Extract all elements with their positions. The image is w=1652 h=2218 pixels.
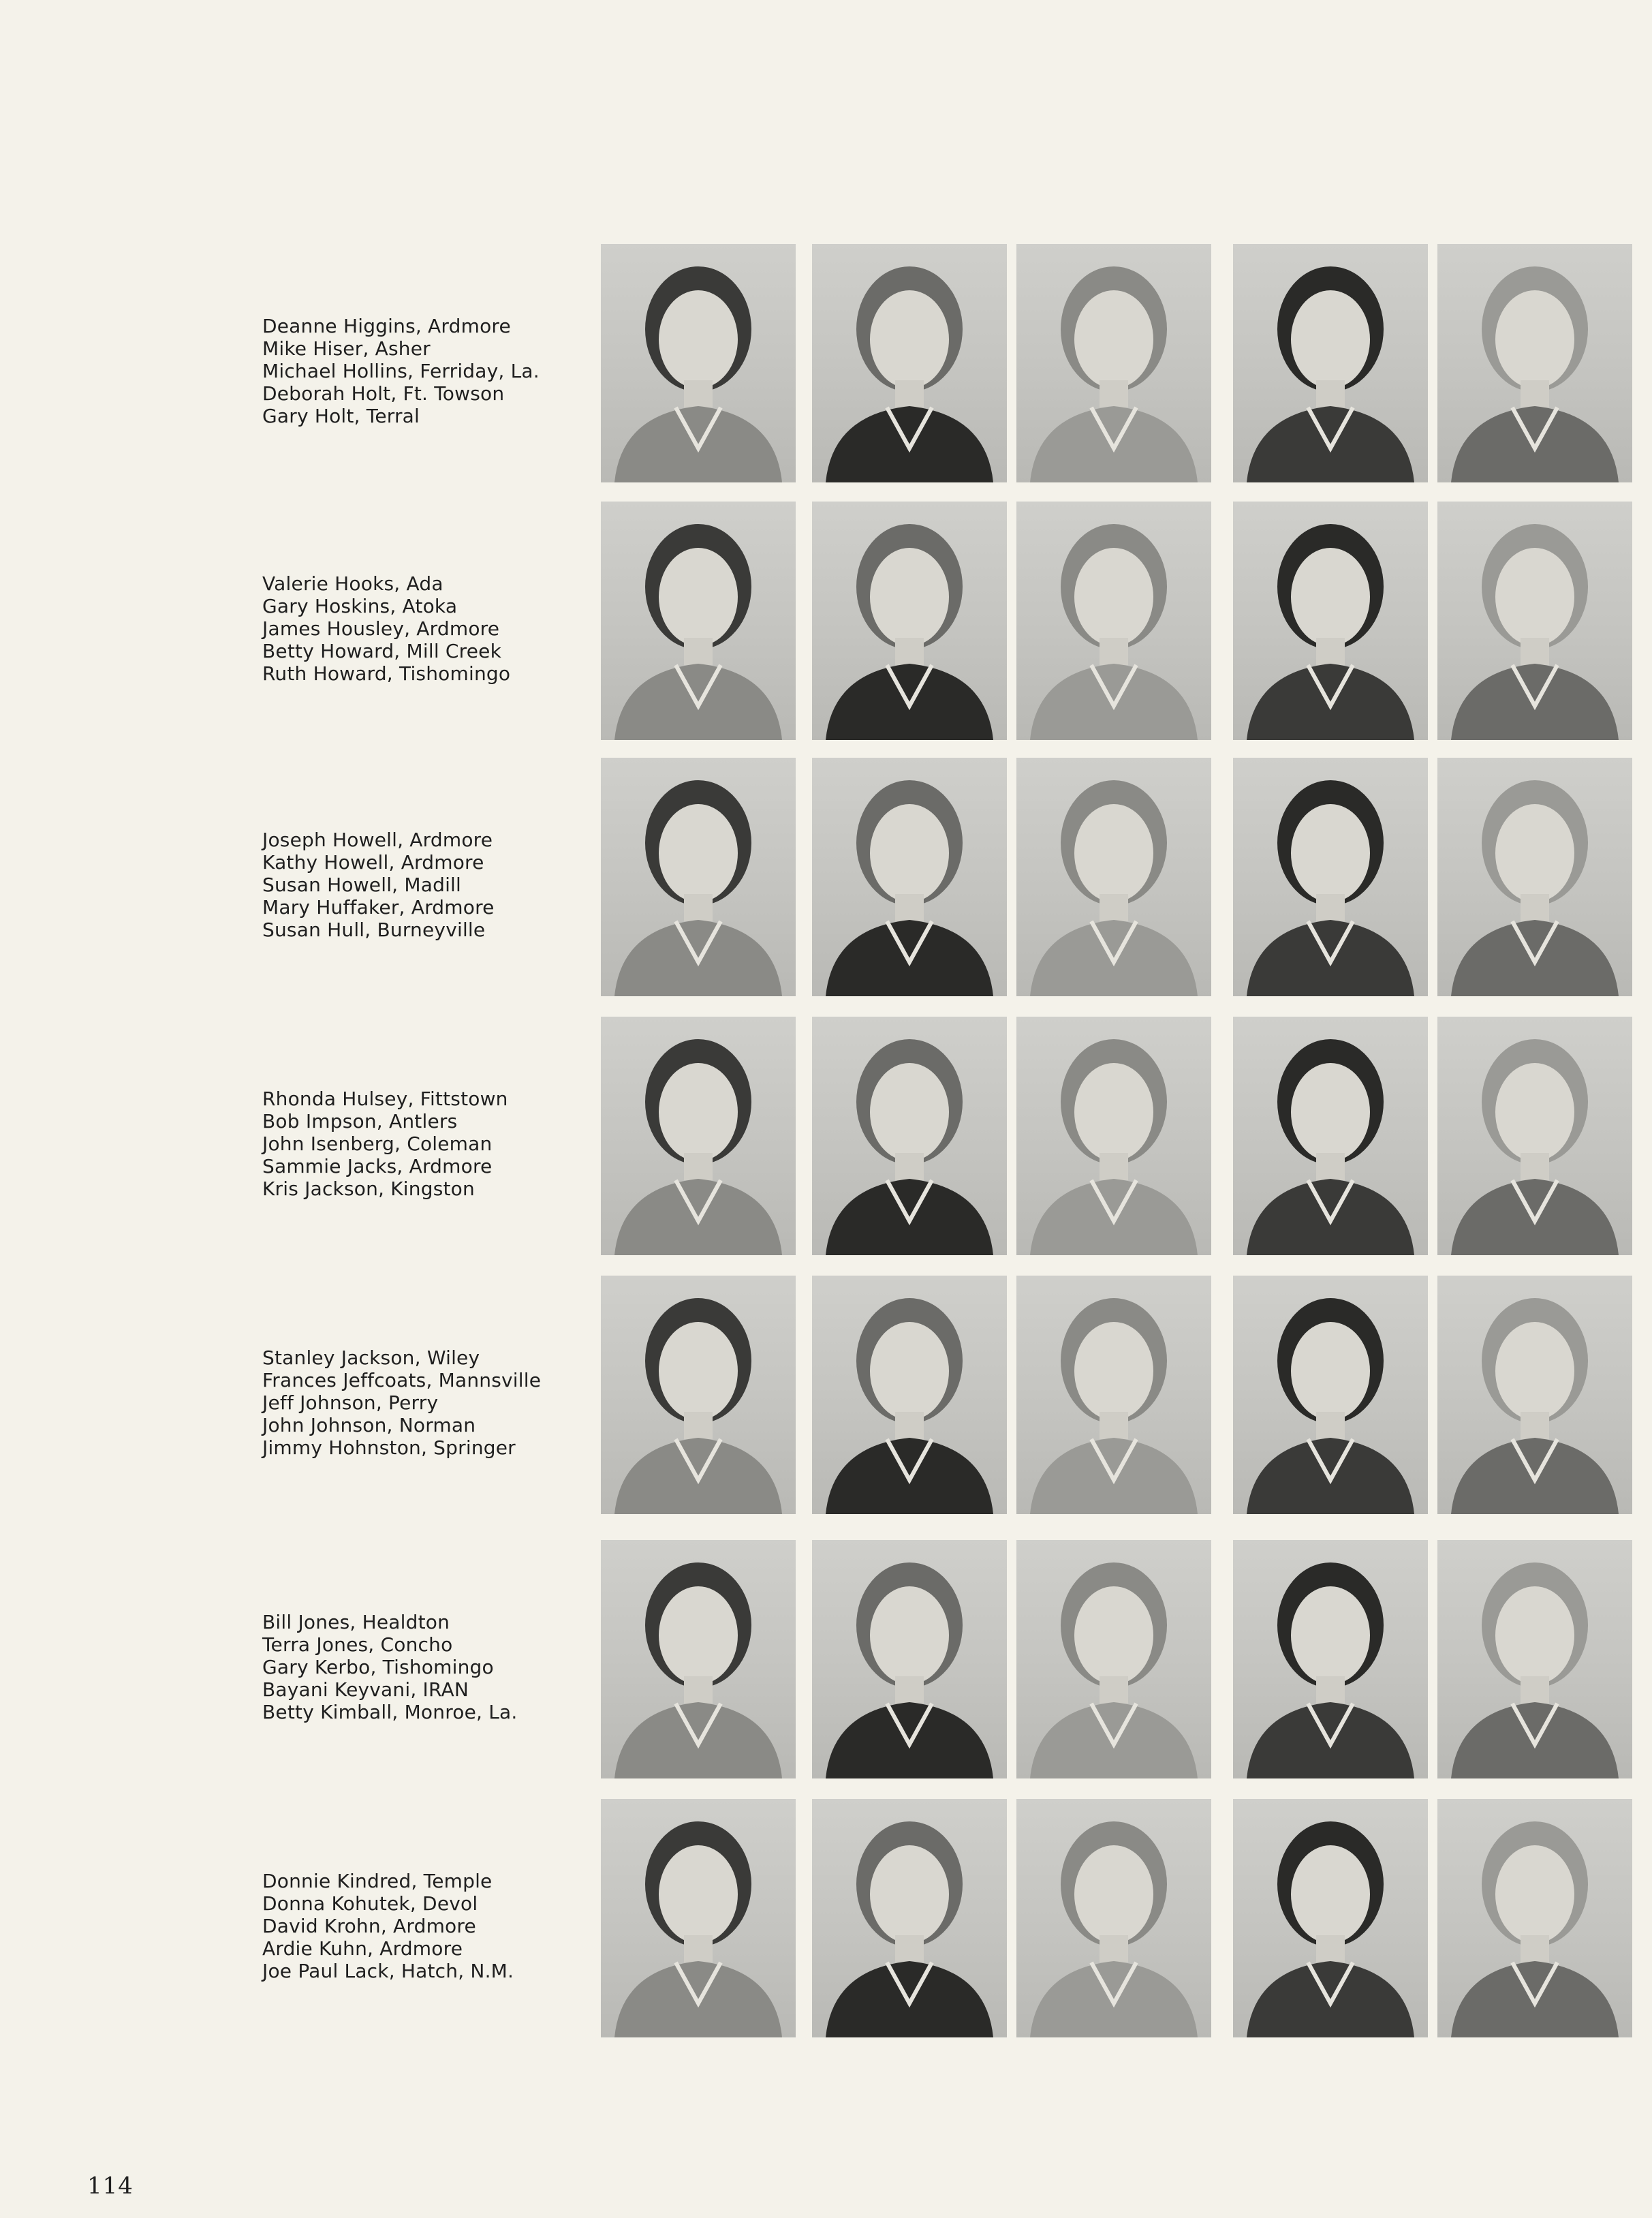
portrait-silhouette xyxy=(812,502,1007,740)
portrait-strip xyxy=(601,1017,1623,1255)
portrait-silhouette xyxy=(1016,502,1211,740)
portrait-silhouette xyxy=(1016,1799,1211,2037)
student-name: Susan Howell, Madill xyxy=(262,874,462,896)
portrait-row xyxy=(0,758,1652,996)
portrait-row xyxy=(0,1540,1652,1778)
portrait-silhouette xyxy=(1437,1276,1632,1514)
portrait-silhouette xyxy=(812,1540,1007,1778)
portrait-silhouette xyxy=(1016,1017,1211,1255)
portrait-silhouette xyxy=(812,1799,1007,2037)
student-name: Deborah Holt, Ft. Towson xyxy=(262,382,505,405)
student-portrait xyxy=(1016,1540,1211,1778)
student-portrait xyxy=(812,1276,1007,1514)
student-portrait xyxy=(1437,758,1632,996)
student-name: Bayani Keyvani, IRAN xyxy=(262,1678,469,1701)
student-portrait xyxy=(601,758,796,996)
student-portrait xyxy=(812,1799,1007,2037)
portrait-silhouette xyxy=(1016,1276,1211,1514)
student-portrait xyxy=(1016,758,1211,996)
portrait-strip xyxy=(601,244,1623,482)
student-portrait xyxy=(812,1017,1007,1255)
student-portrait xyxy=(812,502,1007,740)
portrait-silhouette xyxy=(1437,1017,1632,1255)
student-portrait xyxy=(601,1276,796,1514)
student-portrait xyxy=(1437,244,1632,482)
student-portrait xyxy=(1233,1017,1428,1255)
portrait-silhouette xyxy=(812,1276,1007,1514)
student-portrait xyxy=(1437,1540,1632,1778)
name-list xyxy=(262,829,589,941)
student-name: Sammie Jacks, Ardmore xyxy=(262,1155,493,1177)
student-portrait xyxy=(1016,244,1211,482)
portrait-silhouette xyxy=(1016,244,1211,482)
portrait-silhouette xyxy=(812,1017,1007,1255)
student-name: James Housley, Ardmore xyxy=(262,617,500,640)
student-name: Kathy Howell, Ardmore xyxy=(262,851,484,874)
student-portrait xyxy=(1437,502,1632,740)
student-portrait xyxy=(1233,1276,1428,1514)
name-list xyxy=(262,1870,589,1982)
portrait-strip xyxy=(601,1540,1623,1778)
portrait-silhouette xyxy=(601,502,796,740)
student-portrait xyxy=(1437,1799,1632,2037)
student-portrait xyxy=(1016,1276,1211,1514)
portrait-silhouette xyxy=(1437,1799,1632,2037)
student-portrait xyxy=(601,502,796,740)
name-list xyxy=(262,572,589,685)
student-portrait xyxy=(601,1799,796,2037)
student-name: David Krohn, Ardmore xyxy=(262,1915,476,1937)
student-name: Gary Kerbo, Tishomingo xyxy=(262,1656,494,1678)
portrait-silhouette xyxy=(812,244,1007,482)
portrait-strip xyxy=(601,1276,1623,1514)
student-portrait xyxy=(812,758,1007,996)
name-list xyxy=(262,1346,589,1459)
page-number: 114 xyxy=(87,2172,134,2200)
student-portrait xyxy=(1437,1017,1632,1255)
student-name: Joe Paul Lack, Hatch, N.M. xyxy=(262,1960,514,1982)
portrait-silhouette xyxy=(1437,244,1632,482)
name-list xyxy=(262,315,589,427)
student-portrait xyxy=(1233,502,1428,740)
portrait-silhouette xyxy=(601,1017,796,1255)
student-name: Joseph Howell, Ardmore xyxy=(262,829,493,851)
student-name: Donnie Kindred, Temple xyxy=(262,1870,493,1892)
student-name: Valerie Hooks, Ada xyxy=(262,572,443,595)
student-name: Stanley Jackson, Wiley xyxy=(262,1346,480,1369)
portrait-strip xyxy=(601,1799,1623,2037)
portrait-silhouette xyxy=(1016,758,1211,996)
student-portrait xyxy=(1233,758,1428,996)
portrait-silhouette xyxy=(1233,1276,1428,1514)
student-portrait xyxy=(812,1540,1007,1778)
portrait-row xyxy=(0,502,1652,740)
student-name: Bob Impson, Antlers xyxy=(262,1110,458,1133)
portrait-silhouette xyxy=(812,758,1007,996)
student-portrait xyxy=(601,244,796,482)
portrait-silhouette xyxy=(1233,1799,1428,2037)
portrait-silhouette xyxy=(601,1540,796,1778)
portrait-silhouette xyxy=(601,1276,796,1514)
student-name: Ardie Kuhn, Ardmore xyxy=(262,1937,463,1960)
name-list xyxy=(262,1088,589,1200)
student-name: Kris Jackson, Kingston xyxy=(262,1177,475,1200)
portrait-silhouette xyxy=(1233,502,1428,740)
student-name: Gary Hoskins, Atoka xyxy=(262,595,458,617)
student-portrait xyxy=(1437,1276,1632,1514)
student-name: Susan Hull, Burneyville xyxy=(262,919,486,941)
student-portrait xyxy=(1016,1017,1211,1255)
student-name: Mike Hiser, Asher xyxy=(262,337,431,360)
student-name: Betty Howard, Mill Creek xyxy=(262,640,502,662)
name-list xyxy=(262,1611,589,1723)
student-name: Jeff Johnson, Perry xyxy=(262,1391,439,1414)
portrait-silhouette xyxy=(1016,1540,1211,1778)
portrait-row xyxy=(0,1799,1652,2037)
portrait-row xyxy=(0,244,1652,482)
student-portrait xyxy=(1233,1540,1428,1778)
student-name: Donna Kohutek, Devol xyxy=(262,1892,478,1915)
student-portrait xyxy=(1233,244,1428,482)
portrait-silhouette xyxy=(1437,758,1632,996)
student-portrait xyxy=(1233,1799,1428,2037)
student-name: Deanne Higgins, Ardmore xyxy=(262,315,511,337)
student-name: Bill Jones, Healdton xyxy=(262,1611,450,1633)
portrait-row xyxy=(0,1017,1652,1255)
student-name: Gary Holt, Terral xyxy=(262,405,420,427)
student-portrait xyxy=(1016,1799,1211,2037)
student-name: John Isenberg, Coleman xyxy=(262,1133,493,1155)
portrait-row xyxy=(0,1276,1652,1514)
student-portrait xyxy=(812,244,1007,482)
portrait-strip xyxy=(601,502,1623,740)
portrait-silhouette xyxy=(601,758,796,996)
student-portrait xyxy=(601,1017,796,1255)
student-portrait xyxy=(601,1540,796,1778)
portrait-silhouette xyxy=(1233,1017,1428,1255)
student-name: Frances Jeffcoats, Mannsville xyxy=(262,1369,542,1391)
portrait-silhouette xyxy=(1233,758,1428,996)
student-name: Jimmy Hohnston, Springer xyxy=(262,1436,516,1459)
student-name: Mary Huffaker, Ardmore xyxy=(262,896,495,919)
portrait-silhouette xyxy=(601,1799,796,2037)
portrait-silhouette xyxy=(1233,1540,1428,1778)
student-name: Betty Kimball, Monroe, La. xyxy=(262,1701,518,1723)
portrait-silhouette xyxy=(1437,502,1632,740)
portrait-silhouette xyxy=(1437,1540,1632,1778)
portrait-silhouette xyxy=(601,244,796,482)
portrait-silhouette xyxy=(1233,244,1428,482)
student-name: Michael Hollins, Ferriday, La. xyxy=(262,360,540,382)
student-name: Ruth Howard, Tishomingo xyxy=(262,662,511,685)
student-portrait xyxy=(1016,502,1211,740)
student-name: Rhonda Hulsey, Fittstown xyxy=(262,1088,508,1110)
portrait-strip xyxy=(601,758,1623,996)
student-name: John Johnson, Norman xyxy=(262,1414,476,1436)
student-name: Terra Jones, Concho xyxy=(262,1633,453,1656)
